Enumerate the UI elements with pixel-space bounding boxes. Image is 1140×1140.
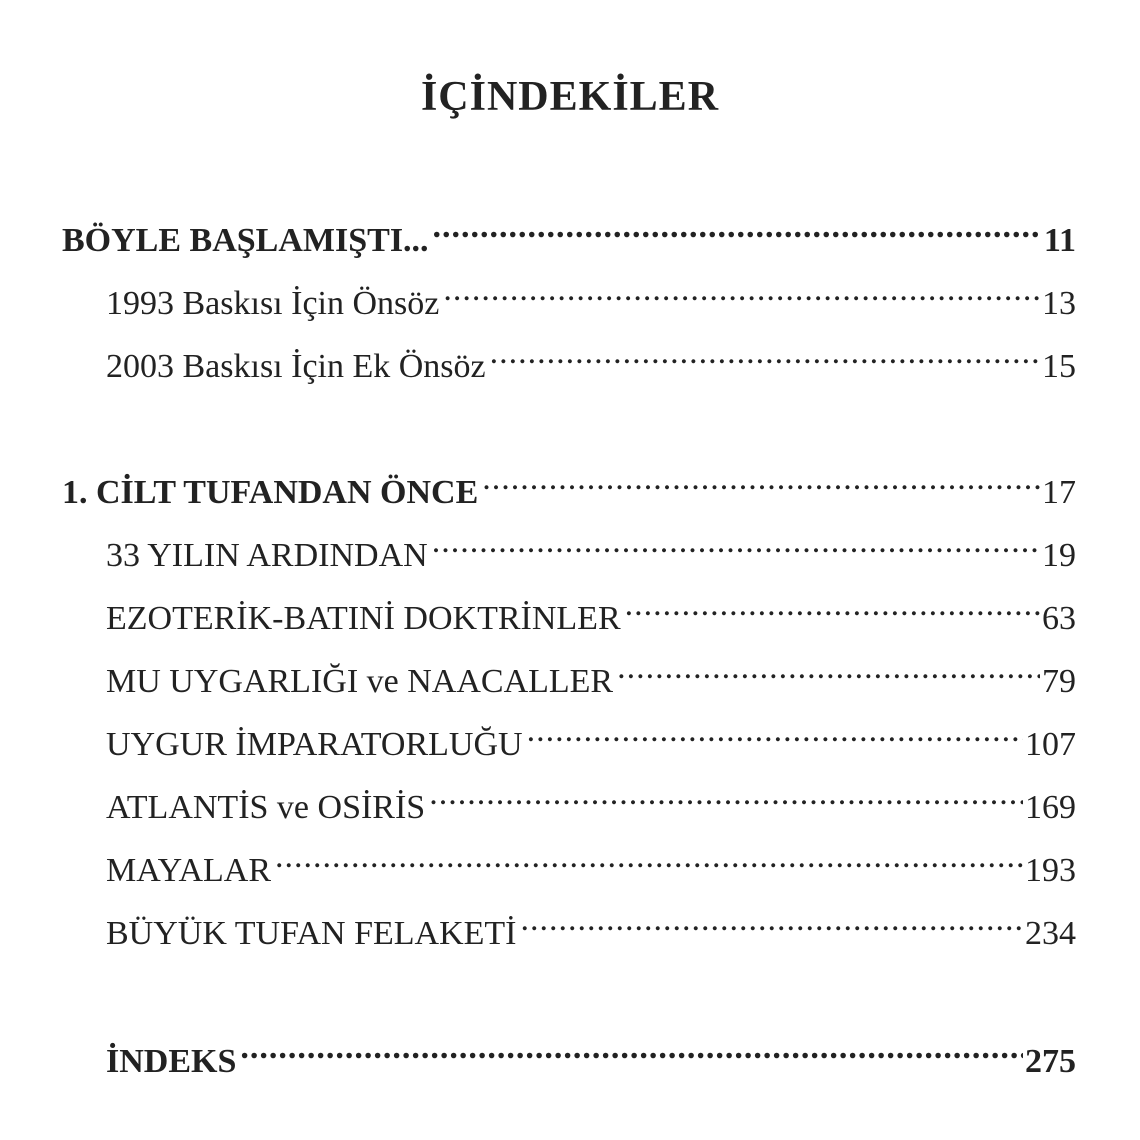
toc-page-number: 15 bbox=[1042, 348, 1076, 385]
dot-leader bbox=[482, 455, 1040, 503]
dot-leader bbox=[240, 1024, 1023, 1072]
toc-entry-2003-ek-onsoz[interactable] bbox=[106, 329, 1076, 385]
dot-leader bbox=[617, 644, 1040, 692]
dot-leader bbox=[429, 770, 1023, 818]
toc-entry-indeks[interactable] bbox=[106, 1024, 1076, 1080]
dot-leader bbox=[490, 329, 1040, 377]
dot-leader bbox=[432, 518, 1040, 566]
dot-leader bbox=[521, 896, 1023, 944]
toc-entry-label: MAYALAR bbox=[106, 852, 272, 889]
dot-leader bbox=[443, 266, 1040, 314]
toc-page-number: 17 bbox=[1042, 474, 1076, 511]
toc-entry-label: ATLANTİS ve OSİRİS bbox=[106, 789, 426, 826]
toc-entry-label: 1993 Baskısı İçin Önsöz bbox=[106, 285, 440, 322]
dot-leader bbox=[625, 581, 1040, 629]
toc-page-number: 275 bbox=[1025, 1043, 1076, 1080]
toc-entry-1993-onsoz[interactable] bbox=[106, 266, 1076, 322]
toc-page-number: 107 bbox=[1025, 726, 1076, 763]
toc-entry-label: 33 YILIN ARDINDAN bbox=[106, 537, 428, 574]
toc-page-number: 11 bbox=[1043, 222, 1076, 259]
toc-page-number: 193 bbox=[1025, 852, 1076, 889]
toc-entry-label: İNDEKS bbox=[106, 1043, 237, 1080]
toc-entry-33-yilin-ardindan[interactable] bbox=[106, 518, 1076, 574]
toc-entry-cilt-tufandan-once[interactable] bbox=[62, 455, 1076, 511]
toc-page-number: 234 bbox=[1025, 915, 1076, 952]
dot-leader bbox=[433, 203, 1042, 251]
toc-entry-buyuk-tufan-felaketi[interactable] bbox=[106, 896, 1076, 952]
toc-entry-label: 2003 Baskısı İçin Ek Önsöz bbox=[106, 348, 486, 385]
toc-entry-boyle-baslamisti[interactable] bbox=[62, 203, 1076, 259]
page-title: İÇİNDEKİLER bbox=[420, 74, 720, 120]
toc-page-number: 63 bbox=[1042, 600, 1076, 637]
toc-entry-label: EZOTERİK-BATINİ DOKTRİNLER bbox=[106, 600, 621, 637]
toc-entry-ezoterik-doktrinler[interactable] bbox=[106, 581, 1076, 637]
toc-entry-label: MU UYGARLIĞI ve NAACALLER bbox=[106, 663, 614, 700]
toc-page-number: 13 bbox=[1042, 285, 1076, 322]
toc-page-number: 19 bbox=[1042, 537, 1076, 574]
toc-page-number: 79 bbox=[1042, 663, 1076, 700]
toc-entry-uygur-imparatorlugu[interactable] bbox=[106, 707, 1076, 763]
toc-entry-atlantis-osiris[interactable] bbox=[106, 770, 1076, 826]
toc-entry-mayalar[interactable] bbox=[106, 833, 1076, 889]
dot-leader bbox=[527, 707, 1023, 755]
dot-leader bbox=[275, 833, 1023, 881]
toc-entry-label: UYGUR İMPARATORLUĞU bbox=[106, 726, 523, 763]
toc-entry-label: BÖYLE BAŞLAMIŞTI... bbox=[62, 222, 429, 259]
toc-entry-label: 1. CİLT TUFANDAN ÖNCE bbox=[62, 474, 479, 511]
toc-page-number: 169 bbox=[1025, 789, 1076, 826]
toc-entry-label: BÜYÜK TUFAN FELAKETİ bbox=[106, 915, 517, 952]
toc-entry-mu-uygarligi[interactable] bbox=[106, 644, 1076, 700]
